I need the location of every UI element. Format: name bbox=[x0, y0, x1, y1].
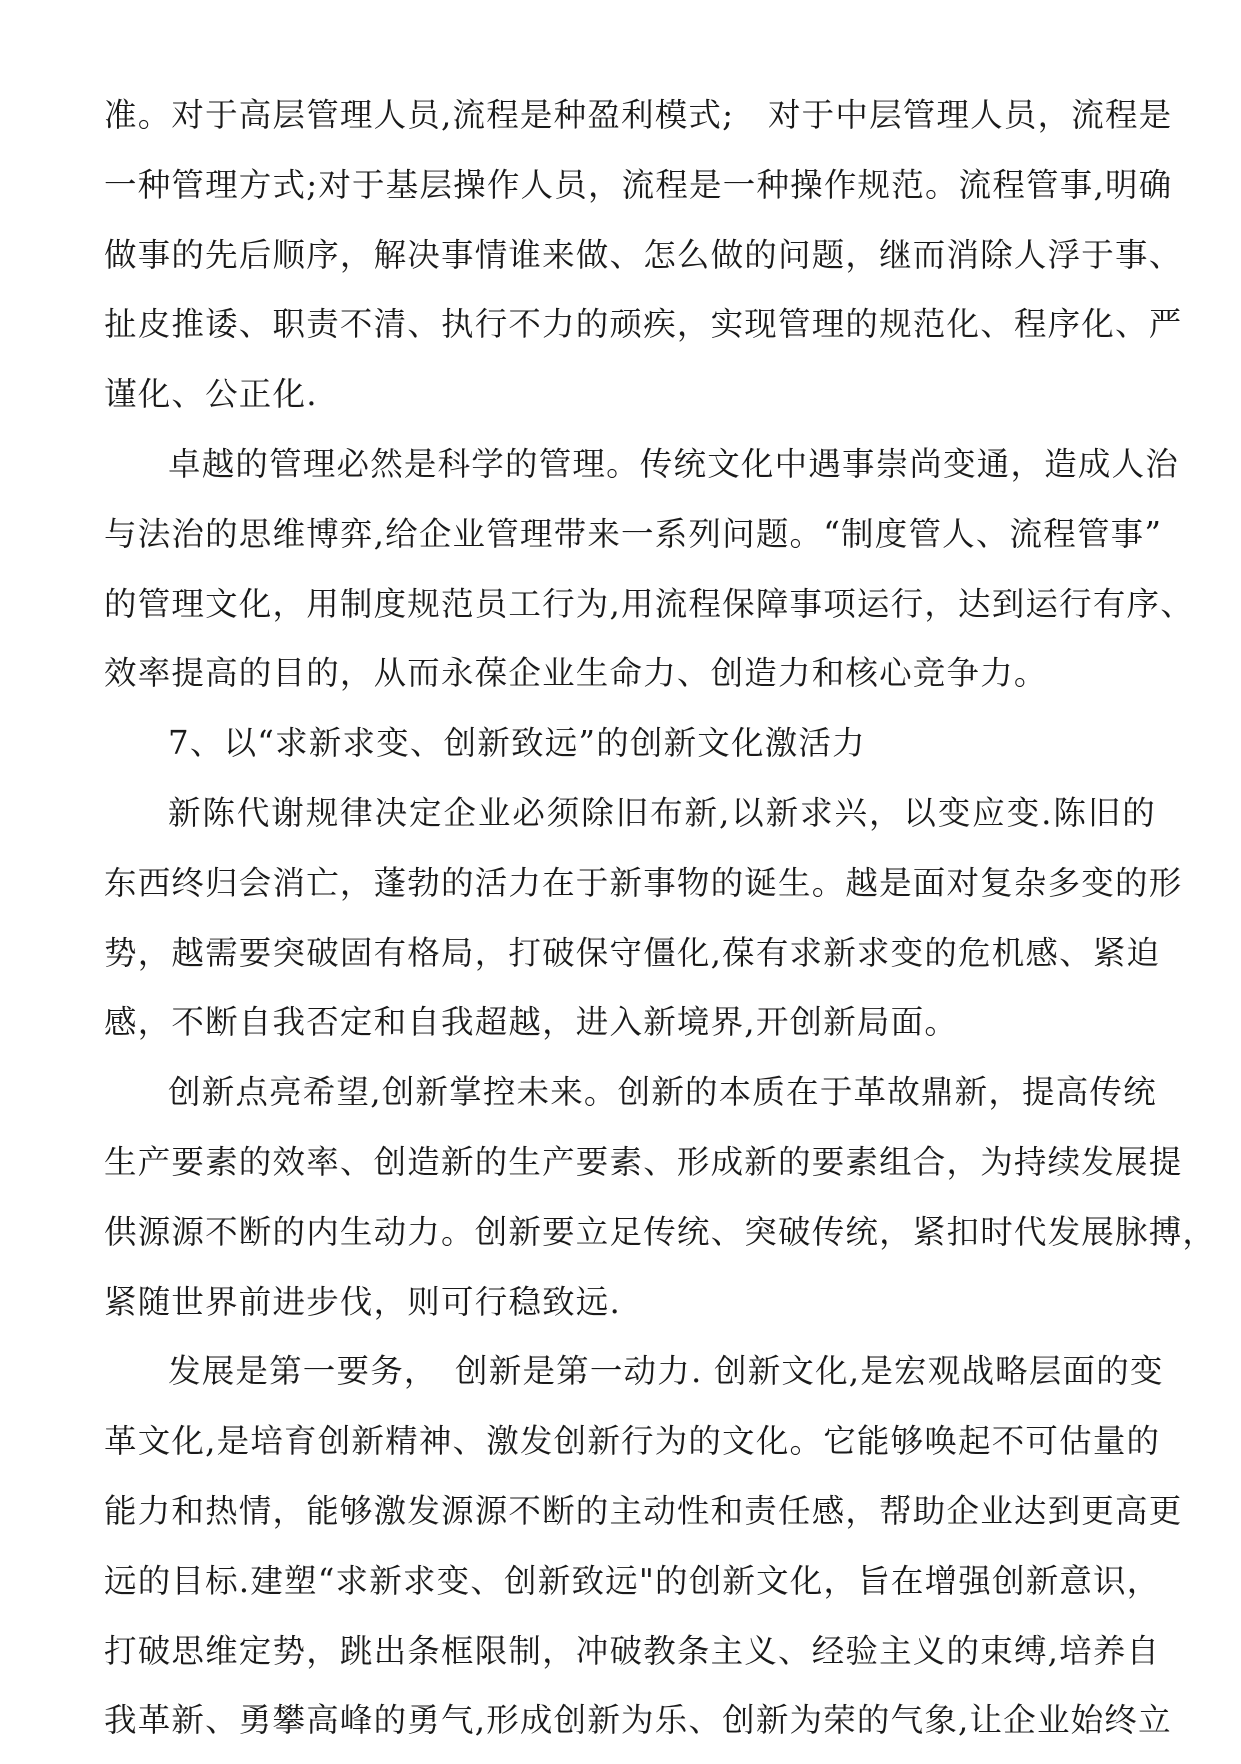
text-line: 能力和热情，能够激发源源不断的主动性和责任感，帮助企业达到更高更 bbox=[104, 1491, 1183, 1530]
text-line: 远的目标.建塑“求新求变、创新致远"的创新文化，旨在增强创新意识， bbox=[104, 1561, 1161, 1600]
text-line: 供源源不断的内生动力。创新要立足传统、突破传统，紧扣时代发展脉搏， bbox=[104, 1212, 1217, 1251]
text-line: 的管理文化，用制度规范员工行为,用流程保障事项运行，达到运行有序、 bbox=[104, 584, 1194, 623]
text-line: 势，越需要突破固有格局，打破保守僵化,葆有求新求变的危机感、紧迫 bbox=[104, 933, 1161, 972]
paragraph-start-line: 新陈代谢规律决定企业必须除旧布新,以新求兴，以变应变.陈旧的 bbox=[168, 793, 1156, 832]
text-line: 准。对于高层管理人员,流程是种盈利模式; 对于中层管理人员，流程是 bbox=[104, 96, 1173, 134]
text-line: 谨化、公正化. bbox=[104, 375, 318, 414]
section-heading: 7、以“求新求变、创新致远”的创新文化激活力 bbox=[168, 724, 866, 763]
paragraph-start-line: 卓越的管理必然是科学的管理。传统文化中遇事崇尚变通，造成人治 bbox=[168, 444, 1180, 483]
text-line: 做事的先后顺序，解决事情谁来做、怎么做的问题，继而消除人浮于事、 bbox=[104, 235, 1183, 274]
paragraph-start-line: 发展是第一要务， 创新是第一动力. 创新文化,是宏观战略层面的变 bbox=[168, 1352, 1164, 1391]
text-line: 打破思维定势，跳出条框限制，冲破教条主义、经验主义的束缚,培养自 bbox=[104, 1631, 1161, 1670]
text-line: 生产要素的效率、创造新的生产要素、形成新的要素组合，为持续发展提 bbox=[104, 1142, 1183, 1181]
text-line: 东西终归会消亡，蓬勃的活力在于新事物的诞生。越是面对复杂多变的形 bbox=[104, 863, 1183, 902]
text-line: 效率提高的目的，从而永葆企业生命力、创造力和核心竞争力。 bbox=[104, 654, 1048, 693]
body-text bbox=[104, 89, 1217, 1764]
text-line: 感，不断自我否定和自我超越，进入新境界,开创新局面。 bbox=[104, 1003, 959, 1042]
text-line: 扯皮推诿、职责不清、执行不力的顽疾，实现管理的规范化、程序化、严 bbox=[104, 305, 1183, 344]
paragraph-start-line: 创新点亮希望,创新掌控未来。创新的本质在于革故鼎新，提高传统 bbox=[168, 1073, 1157, 1112]
text-line: 紧随世界前进步伐，则可行稳致远. bbox=[104, 1282, 622, 1321]
text-line: 革文化,是培育创新精神、激发创新行为的文化。它能够唤起不可估量的 bbox=[104, 1422, 1161, 1461]
text-line: 与法治的思维博弈,给企业管理带来一系列问题。“制度管人、流程管事” bbox=[104, 514, 1163, 553]
text-line: 我革新、勇攀高峰的勇气,形成创新为乐、创新为荣的气象,让企业始终立 bbox=[104, 1701, 1172, 1740]
text-line: 一种管理方式;对于基层操作人员，流程是一种操作规范。流程管事,明确 bbox=[104, 165, 1173, 204]
